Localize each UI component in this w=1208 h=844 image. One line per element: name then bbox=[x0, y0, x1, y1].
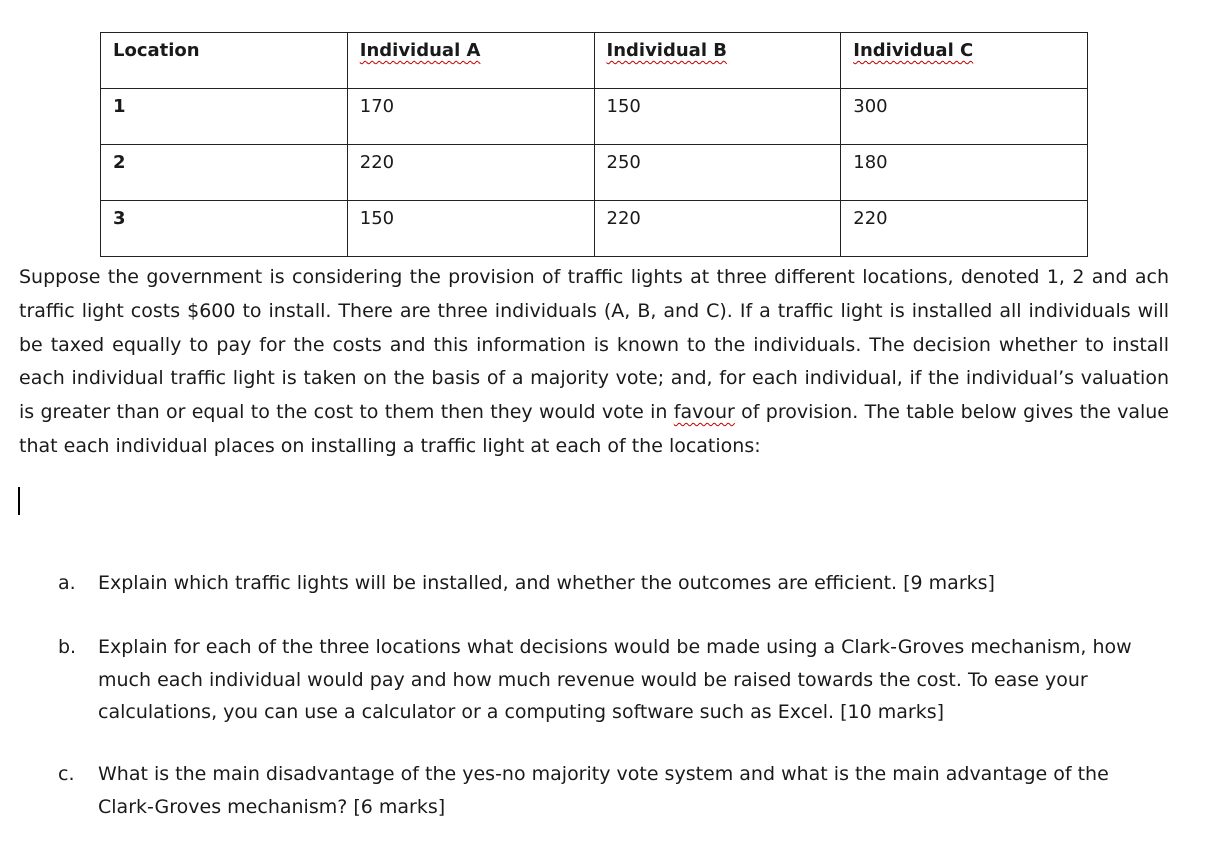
header-individual-c bbox=[841, 33, 1088, 89]
header-individual-c-text: Individual C bbox=[853, 40, 974, 61]
question-letter: c. bbox=[58, 763, 75, 785]
valuation-table bbox=[100, 32, 1088, 257]
header-individual-b bbox=[594, 33, 841, 89]
value-cell: 170 bbox=[347, 89, 594, 145]
table-row bbox=[101, 201, 1088, 257]
question-letter: b. bbox=[58, 636, 77, 658]
question-text: Explain for each of the three locations what decisions would be made using a Clark-Groves mechanism, how much each individual would pay and how much revenue would be raised towards the cost. To ease your calculations, you can use a calculator or a computing software such as Excel. [10 marks] bbox=[98, 636, 1132, 723]
value-cell: 220 bbox=[841, 201, 1088, 257]
question-letter: a. bbox=[58, 572, 76, 594]
header-location bbox=[101, 33, 348, 89]
header-individual-a bbox=[347, 33, 594, 89]
question-c bbox=[58, 758, 1168, 823]
intro-text-start: Suppose the government is considering the provision of traffic lights at three different locations, denoted 1, 2 and ach traffic light costs $600 to install. There are three individuals (A, B, and C). If a traffic light is installed all individuals will be taxed equally to pay for the costs and this information is known to the individuals. The decision whether to install each individual traffic light is taken on the basis of a majority vote; and, for each individual, if the individual’s valuation is greater than or equal to the cost to them then they would vote in bbox=[19, 266, 1169, 424]
table-row bbox=[101, 145, 1088, 201]
value-cell: 220 bbox=[347, 145, 594, 201]
header-location-text: Location bbox=[113, 40, 200, 61]
question-text: Explain which traffic lights will be installed, and whether the outcomes are efficient. [9 marks] bbox=[98, 572, 995, 594]
text-cursor[interactable] bbox=[18, 487, 20, 515]
value-cell: 150 bbox=[594, 89, 841, 145]
table-row bbox=[101, 89, 1088, 145]
table-header-row bbox=[101, 33, 1088, 89]
value-cell: 180 bbox=[841, 145, 1088, 201]
value-cell: 150 bbox=[347, 201, 594, 257]
location-cell: 3 bbox=[101, 201, 348, 257]
location-cell: 1 bbox=[101, 89, 348, 145]
value-cell: 220 bbox=[594, 201, 841, 257]
intro-text-end: of provision. The table below gives the value that each individual places on installing a traffic light at each of the locations: bbox=[19, 401, 1169, 457]
value-cell: 300 bbox=[841, 89, 1088, 145]
question-a bbox=[58, 567, 1168, 600]
intro-paragraph bbox=[19, 261, 1169, 464]
header-individual-b-text: Individual B bbox=[606, 40, 727, 61]
intro-favour-word: favour bbox=[673, 401, 735, 424]
value-cell: 250 bbox=[594, 145, 841, 201]
question-text: What is the main disadvantage of the yes-no majority vote system and what is the main advantage of the Clark-Groves mechanism? [6 marks] bbox=[98, 763, 1109, 818]
location-cell: 2 bbox=[101, 145, 348, 201]
question-b bbox=[58, 631, 1168, 729]
header-individual-a-text: Individual A bbox=[359, 40, 481, 61]
